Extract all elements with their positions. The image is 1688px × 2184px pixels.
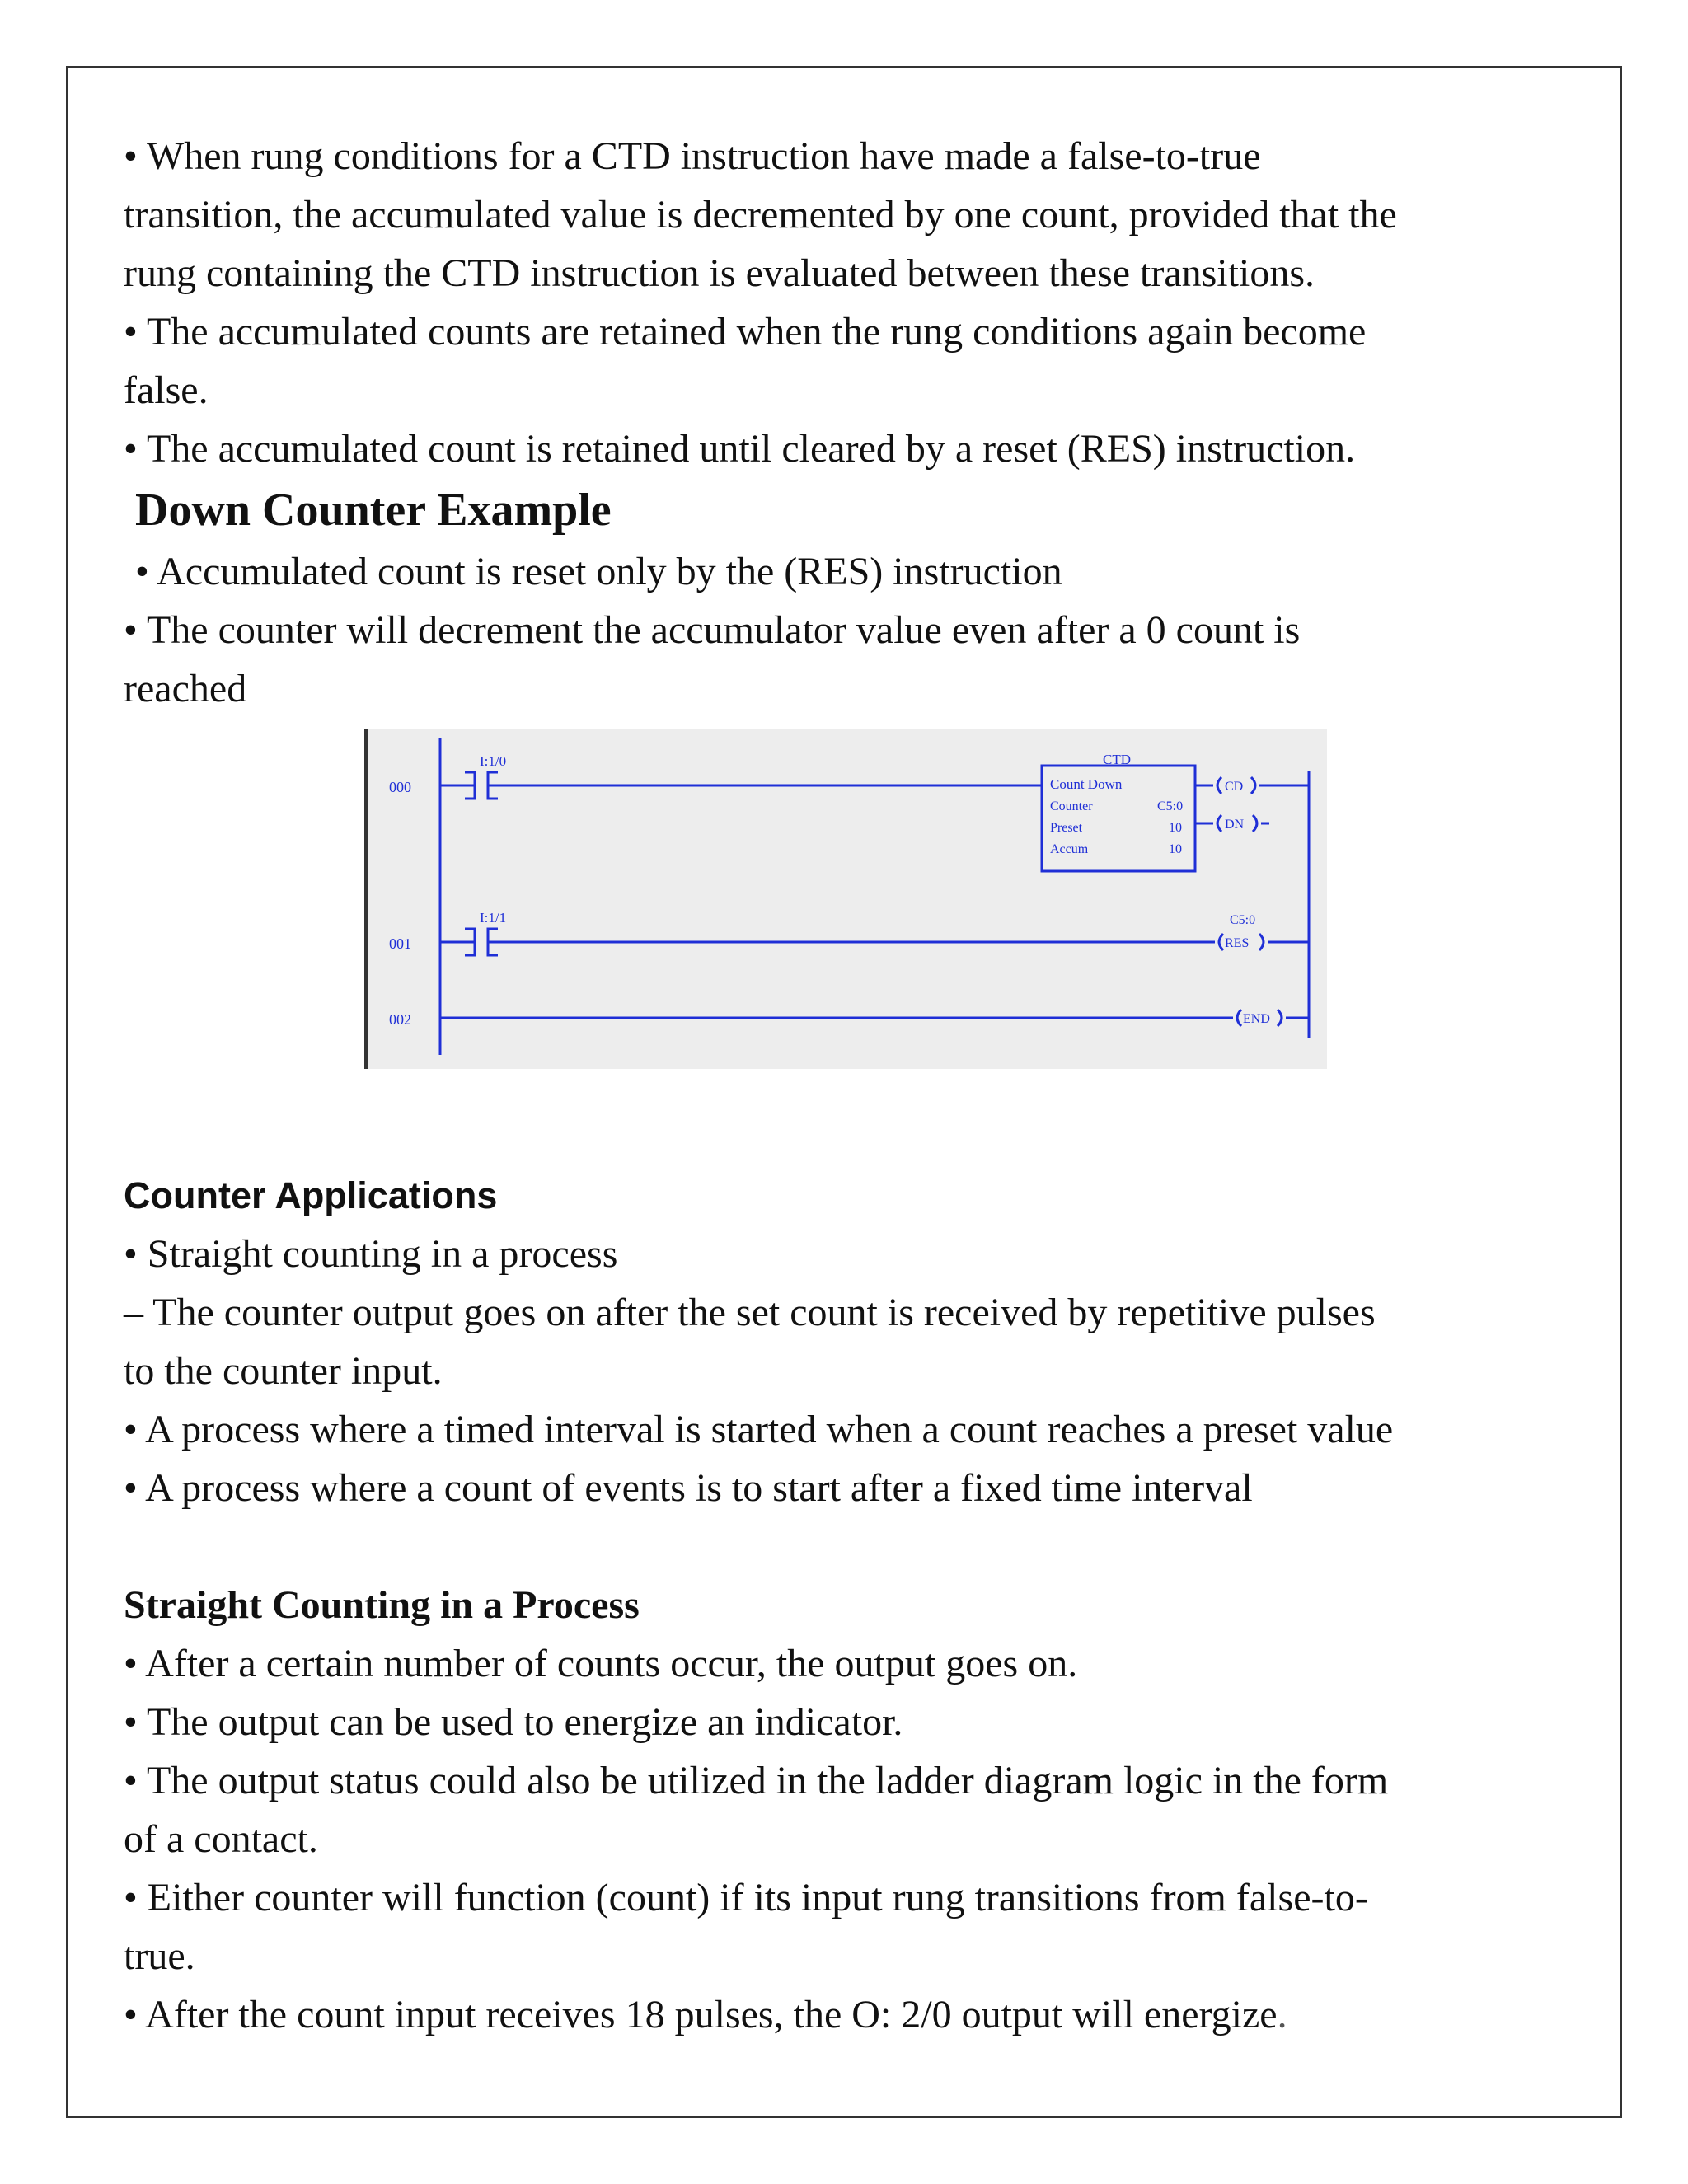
rung-number-000: 000 xyxy=(389,779,411,795)
intro-line: false. xyxy=(124,368,209,412)
ctd-field-name: Counter xyxy=(1050,799,1093,813)
contact-address-i11: I:1/1 xyxy=(480,910,507,926)
contact-address-i10: I:1/0 xyxy=(480,753,507,769)
example-line: • The counter will decrement the accumulator value even after a 0 count is xyxy=(124,608,1301,652)
ctd-field-name: Accum xyxy=(1050,842,1089,856)
straight-line: of a contact. xyxy=(124,1817,318,1861)
ctd-field-value: C5:0 xyxy=(1157,799,1184,813)
res-address-label: C5:0 xyxy=(1230,913,1256,927)
intro-line: transition, the accumulated value is decremented by one count, provided that the xyxy=(124,193,1397,237)
ctd-block-label: Count Down xyxy=(1050,776,1123,792)
example-line: • Accumulated count is reset only by the (RES) instruction xyxy=(135,550,1062,593)
ctd-field-name: Preset xyxy=(1050,821,1083,835)
ctd-field-value: 10 xyxy=(1169,842,1182,856)
intro-line: • The accumulated count is retained until cleared by a reset (RES) instruction. xyxy=(124,427,1356,471)
document-body xyxy=(124,127,1574,2044)
example-line: reached xyxy=(124,667,247,710)
straight-line: • After a certain number of counts occur, the output goes on. xyxy=(124,1642,1078,1685)
down-counter-heading: Down Counter Example xyxy=(135,485,612,536)
intro-line: • When rung conditions for a CTD instruction have made a false-to-true xyxy=(124,134,1261,178)
output-dn-label: DN xyxy=(1225,818,1245,832)
intro-line: rung containing the CTD instruction is evaluated between these transitions. xyxy=(124,251,1315,295)
straight-last-text: • After the count input receives 18 pulses, the O: 2/0 output will energize xyxy=(124,1993,1278,2036)
output-end-label: END xyxy=(1243,1012,1270,1026)
applications-line: • A process where a count of events is to start after a fixed time interval xyxy=(124,1466,1253,1510)
ctd-field-value: 10 xyxy=(1169,821,1182,835)
ladder-diagram xyxy=(364,729,1327,1069)
applications-line: • Straight counting in a process xyxy=(124,1232,618,1276)
straight-last-line xyxy=(124,1985,1574,2044)
counter-applications-heading: Counter Applications xyxy=(124,1174,498,1216)
applications-line: – The counter output goes on after the set count is received by repetitive pulses xyxy=(124,1291,1376,1334)
straight-line: • The output status could also be utilized in the ladder diagram logic in the form xyxy=(124,1759,1389,1802)
straight-line: true. xyxy=(124,1934,195,1978)
intro-section xyxy=(124,127,1574,478)
straight-line: • Either counter will function (count) if its input rung transitions from false-to- xyxy=(124,1876,1368,1919)
rung-number-001: 001 xyxy=(389,935,411,952)
section-spacer xyxy=(124,1517,1574,1576)
rung-number-002: 002 xyxy=(389,1011,411,1028)
ladder-diagram-container xyxy=(124,729,1574,1076)
ladder-diagram-svg xyxy=(368,729,1327,1069)
output-cd-label: CD xyxy=(1225,780,1244,794)
applications-line: • A process where a timed interval is started when a count reaches a preset value xyxy=(124,1408,1394,1451)
straight-line: • The output can be used to energize an indicator. xyxy=(124,1700,903,1744)
straight-last-period: . xyxy=(1277,1993,1287,2036)
straight-counting-heading: Straight Counting in a Process xyxy=(124,1583,640,1627)
applications-line: to the counter input. xyxy=(124,1349,443,1393)
intro-line: • The accumulated counts are retained when the rung conditions again become xyxy=(124,310,1367,354)
ctd-block-title: CTD xyxy=(1103,752,1131,767)
output-res-label: RES xyxy=(1225,936,1250,950)
